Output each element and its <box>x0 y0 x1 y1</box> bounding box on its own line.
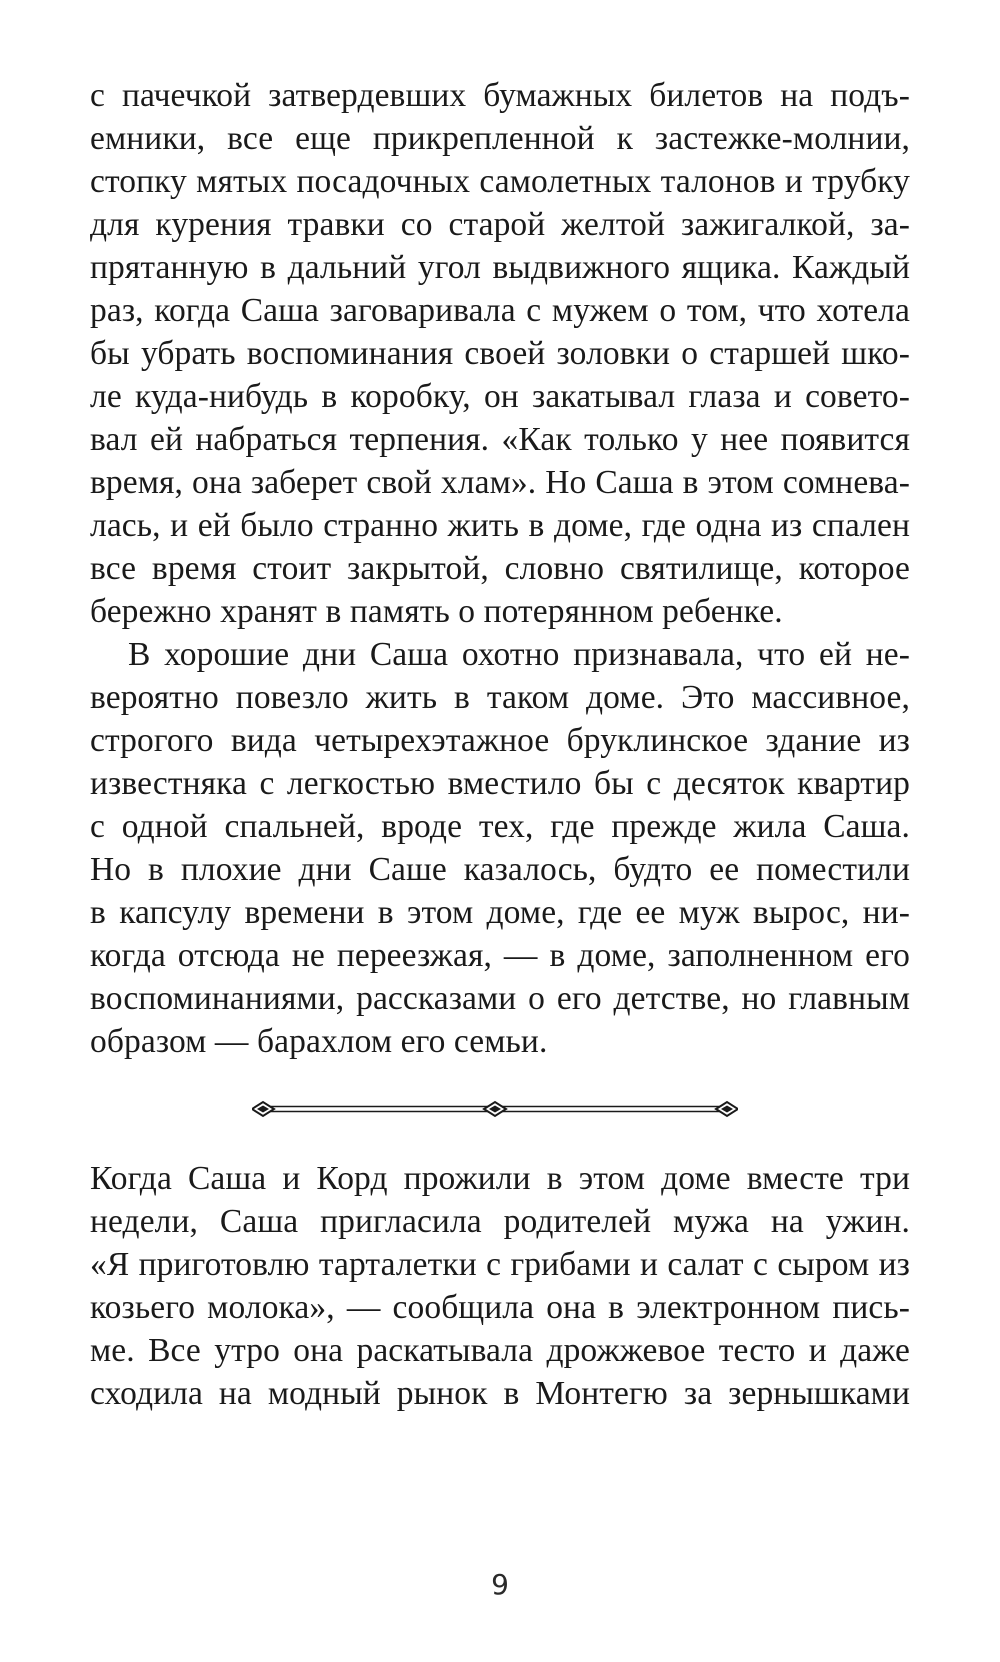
text-line: вероятно повезло жить в таком доме. Это массивное, <box>90 679 910 716</box>
text-line: образом — барахлом его семьи. <box>90 1023 548 1060</box>
text-line: стопку мятых посадочных самолетных талонов и трубку <box>90 163 910 200</box>
text-line: «Я приготовлю тарталетки с грибами и салат с сыром из <box>90 1246 910 1283</box>
text-line: сходила на модный рынок в Монтегю за зернышками <box>90 1375 910 1412</box>
paragraph-2 <box>90 633 910 1063</box>
text-block-upper <box>90 74 910 1063</box>
text-line: известняка с легкостью вместило бы с десяток квартир <box>90 765 910 802</box>
text-line: вал ей набраться терпения. «Как только у нее появится <box>90 421 910 458</box>
text-line: время, она заберет свой хлам». Но Саша в этом сомнева- <box>90 464 910 501</box>
text-line: емники, все еще прикрепленной к застежке-молнии, <box>90 120 910 157</box>
text-line: в капсулу времени в этом доме, где ее муж вырос, ни- <box>90 894 910 931</box>
text-line: лась, и ей было странно жить в доме, где одна из спален <box>90 507 910 544</box>
text-line: прятанную в дальний угол выдвижного ящика. Каждый <box>90 249 910 286</box>
paragraph-1 <box>90 74 910 633</box>
page-number: 9 <box>491 1568 509 1601</box>
text-line: В хорошие дни Саша охотно признавала, что ей не- <box>128 636 910 673</box>
text-block-lower <box>90 1157 910 1415</box>
text-line: воспоминаниями, рассказами о его детстве, но главным <box>90 980 910 1017</box>
text-line: Но в плохие дни Саше казалось, будто ее поместили <box>90 851 910 888</box>
text-line: бережно хранят в память о потерянном ребенке. <box>90 593 783 630</box>
section-divider-ornament <box>252 1098 738 1120</box>
text-line: ме. Все утро она раскатывала дрожжевое тесто и даже <box>90 1332 910 1369</box>
text-line: когда отсюда не переезжая, — в доме, заполненном его <box>90 937 910 974</box>
text-line: козьего молока», — сообщила она в электронном пись- <box>90 1289 910 1326</box>
text-line: бы убрать воспоминания своей золовки о старшей шко- <box>90 335 910 372</box>
text-line: Когда Саша и Корд прожили в этом доме вместе три <box>90 1160 910 1197</box>
text-line: для курения травки со старой желтой зажигалкой, за- <box>90 206 910 243</box>
text-line: с пачечкой затвердевших бумажных билетов на подъ- <box>90 77 910 114</box>
text-line: все время стоит закрытой, словно святилище, которое <box>90 550 910 587</box>
text-line: недели, Саша пригласила родителей мужа на ужин. <box>90 1203 910 1240</box>
text-line: ле куда-нибудь в коробку, он закатывал глаза и совето- <box>90 378 910 415</box>
text-line: строгого вида четырехэтажное бруклинское здание из <box>90 722 910 759</box>
text-line: раз, когда Саша заговаривала с мужем о том, что хотела <box>90 292 910 329</box>
paragraph-3 <box>90 1157 910 1415</box>
text-line: с одной спальней, вроде тех, где прежде жила Саша. <box>90 808 910 845</box>
